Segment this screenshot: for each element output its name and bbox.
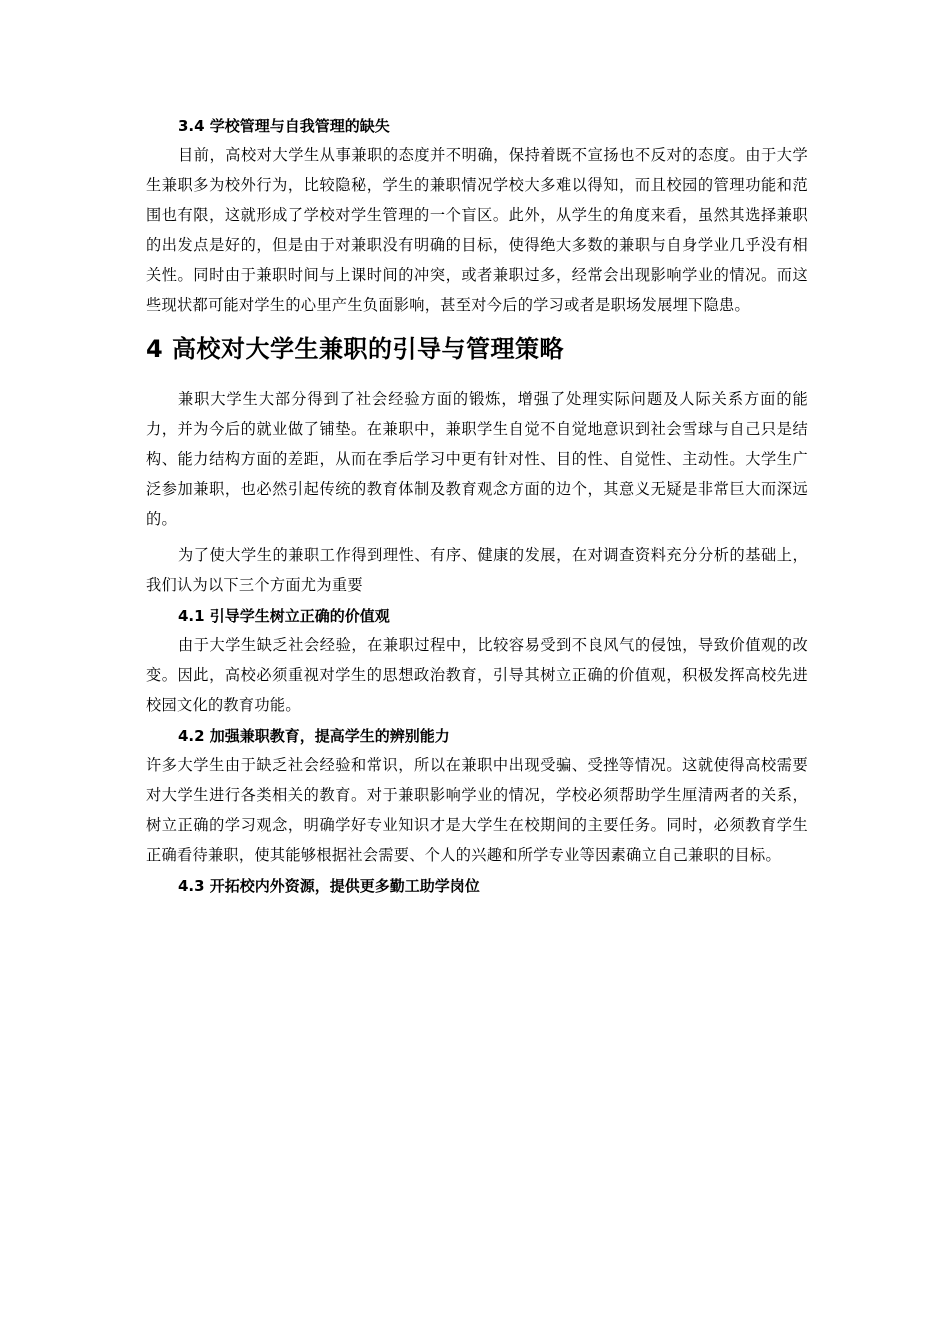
section-4-1-paragraph: 由于大学生缺乏社会经验，在兼职过程中，比较容易受到不良风气的侵蚀，导致价值观的改变。因此，高校必须重视对学生的思想政治教育，引导其树立正确的价值观，积极发挥高校先进校园文化的教育功能。 (146, 636, 808, 714)
chapter-4-paragraph-2: 为了使大学生的兼职工作得到理性、有序、健康的发展，在对调查资料充分分析的基础上，我们认为以下三个方面尤为重要 (146, 546, 808, 594)
chapter-4-paragraph-1: 兼职大学生大部分得到了社会经验方面的锻炼，增强了处理实际问题及人际关系方面的能力，并为今后的就业做了铺垫。在兼职中，兼职学生自觉不自觉地意识到社会雪球与自己只是结构、能力结构方面的差距，从而在季后学习中更有针对性、目的性、自觉性、主动性。大学生广泛参加兼职，也必然引起传统的教育体制及教育观念方面的边个，其意义无疑是非常巨大而深远的。 (146, 390, 808, 528)
document-page (146, 116, 808, 900)
section-3-4-heading: 3.4 学校管理与自我管理的缺失 (178, 117, 390, 135)
section-4-1-heading: 4.1 引导学生树立正确的价值观 (178, 607, 390, 625)
section-4-3-heading: 4.3 开拓校内外资源，提供更多勤工助学岗位 (178, 877, 480, 895)
chapter-4-heading: 4 高校对大学生兼职的引导与管理策略 (146, 335, 565, 363)
section-4-2-heading: 4.2 加强兼职教育，提高学生的辨别能力 (178, 727, 450, 745)
section-4-2-paragraph: 许多大学生由于缺乏社会经验和常识，所以在兼职中出现受骗、受挫等情况。这就使得高校需要对大学生进行各类相关的教育。对于兼职影响学业的情况，学校必须帮助学生厘清两者的关系，树立正确的学习观念，明确学好专业知识才是大学生在校期间的主要任务。同时，必须教育学生正确看待兼职，使其能够根据社会需要、个人的兴趣和所学专业等因素确立自己兼职的目标。 (146, 756, 808, 864)
section-3-4-paragraph: 目前，高校对大学生从事兼职的态度并不明确，保持着既不宣扬也不反对的态度。由于大学生兼职多为校外行为，比较隐秘，学生的兼职情况学校大多难以得知，而且校园的管理功能和范围也有限，这就形成了学校对学生管理的一个盲区。此外，从学生的角度来看，虽然其选择兼职的出发点是好的，但是由于对兼职没有明确的目标，使得绝大多数的兼职与自身学业几乎没有相关性。同时由于兼职时间与上课时间的冲突，或者兼职过多，经常会出现影响学业的情况。而这些现状都可能对学生的心里产生负面影响，甚至对今后的学习或者是职场发展埋下隐患。 (146, 146, 808, 314)
